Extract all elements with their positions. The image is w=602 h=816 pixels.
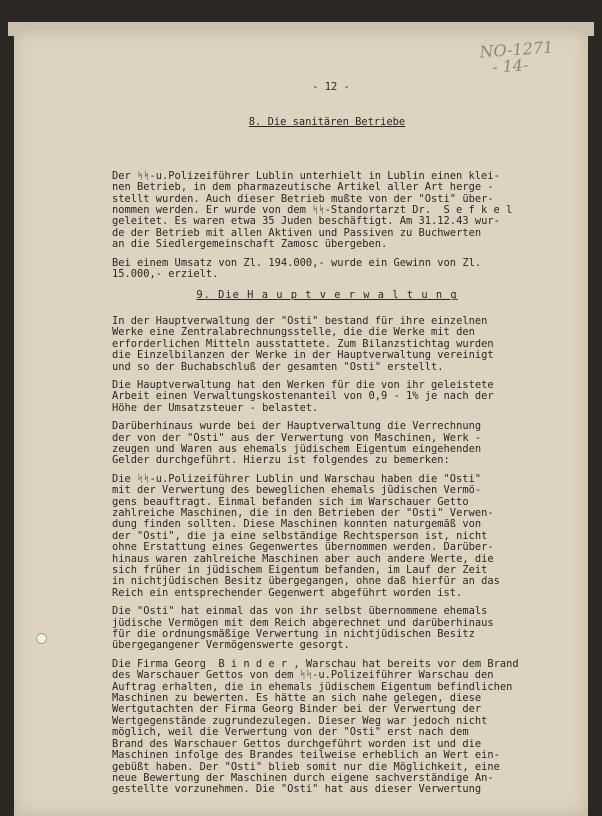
paragraph-hv-6: Die Firma Georg B i n d e r , Warschau hat bereits vor dem Brand des Warschauer Gettos von dem ᛋᛋ-u.Polizeiführer Warschau den Auftrag erhalten, die in ehemals jüdischem Eigentum befindlichen Maschinen zu bewerten. Es hätte an sich nahe gelegen, diese Wertgutachten der Firma Georg Binder bei der Verwertung der Wertgegenstände zugrundezulegen. Dieser Weg war jedoch nicht möglich, weil die Verwertung von der "Osti" erst nach dem Brand des Warschauer Gettos durchgeführt worden ist und die Maschinen infolge des Brandes teilweise erheblich an Wert ein- gebüßt haben. Der "Osti" blieb somit nur die Möglichkeit, eine neue Bewertung der Maschinen durch eigene sachverständige An- gestellte vorzunehmen. Die "Osti" hat aus dieser Verwertung <box>112 657 519 796</box>
paragraph-hv-3: Darüberhinaus wurde bei der Hauptverwaltung die Verrechnung der von der "Osti" aus der Verwertung von Maschinen, Werk - zeugen und Waren aus ehemals jüdischem Eigentum eingehenden Gelder durchgeführt. Hierzu ist folgendes zu bemerken: <box>112 420 482 467</box>
archive-number: NO-1271 <box>479 37 554 62</box>
paragraph-hv-4: Die ᛋᛋ-u.Polizeiführer Lublin und Warschau haben die "Osti" mit der Verwertung des beweglichen ehemals jüdischen Vermö- gens beauftragt. Einmal befanden sich im Warschauer Getto zahlreiche Maschinen, die in den Betrieben der "Osti" Verwen- dung finden sollten. Diese Maschinen konnten naturgemäß von der "Osti", die ja eine selbständige Rechtsperson ist, nicht ohne Erstattung eines Gegenwertes übernommen werden. Darüber- hinaus waren zahlreiche Maschinen aber auch andere Werte, die sich früher in jüdischem Eigentum befanden, im Lauf der Zeit in nichtjüdischen Besitz übergegangen, ohne daß hierfür an das Reich ein entsprechender Gegenwert abgeführt worden ist. <box>112 472 500 599</box>
section-heading-sanitary: 8. Die sanitären Betriebe <box>248 116 406 129</box>
section-heading-hauptverwaltung: 9. Die H a u p t v e r w a l t u n g <box>196 289 458 302</box>
paragraph-sanitary-1: Der ᛋᛋ-u.Polizeiführer Lublin unterhielt in Lublin einen klei- nen Betrieb, in dem pharmazeutische Artikel aller Art herge - stellt wurden. Auch dieser Betrieb mußte von der "Osti" über- nommen werden. Er wurde von dem ᛋᛋ-Standortarzt Dr. S e f k e l geleitet. Es waren etwa 35 Juden beschäftigt. Am 31.12.43 wur- de der Betrieb mit allen Aktiven und Passiven zu Buchwerten an die Siedlergemeinschaft Zamosc übergeben. <box>112 169 513 251</box>
punch-hole <box>36 633 47 644</box>
paragraph-hv-5: Die "Osti" hat einmal das von ihr selbst übernommene ehemals jüdische Vermögen mit dem Reich abgerechnet und darüberhinaus für die ordnungsmäßige Verwertung in nichtjüdischen Besitz übergegangener Vermögenswerte gesorgt. <box>112 605 494 652</box>
paragraph-sanitary-2: Bei einem Umsatz von Zl. 194.000,- wurde ein Gewinn von Zl. 15.000,- erzielt. <box>112 256 482 281</box>
document-text <box>112 82 558 796</box>
archive-number-stamp <box>479 39 555 76</box>
paragraph-hv-2: Die Hauptverwaltung hat den Werken für die von ihr geleistete Arbeit einen Verwaltungskostenanteil von 0,9 - 1% je nach der Höhe der Umsatzsteuer - belastet. <box>112 378 494 414</box>
archive-sheet-number: - 14- <box>491 55 530 77</box>
page-number: - 12 - <box>312 81 350 93</box>
paragraph-hv-1: In der Hauptverwaltung der "Osti" bestand für ihre einzelnen Werke eine Zentralabrechnungsstelle, die die Werke mit den erforderlichen Mitteln ausstattete. Zum Bilanzstichtag wurden die Einzelbilanzen der Werke in der Hauptverwaltung vereinigt und so der Buchabschluß der gesamten "Osti" erstellt. <box>112 314 494 373</box>
